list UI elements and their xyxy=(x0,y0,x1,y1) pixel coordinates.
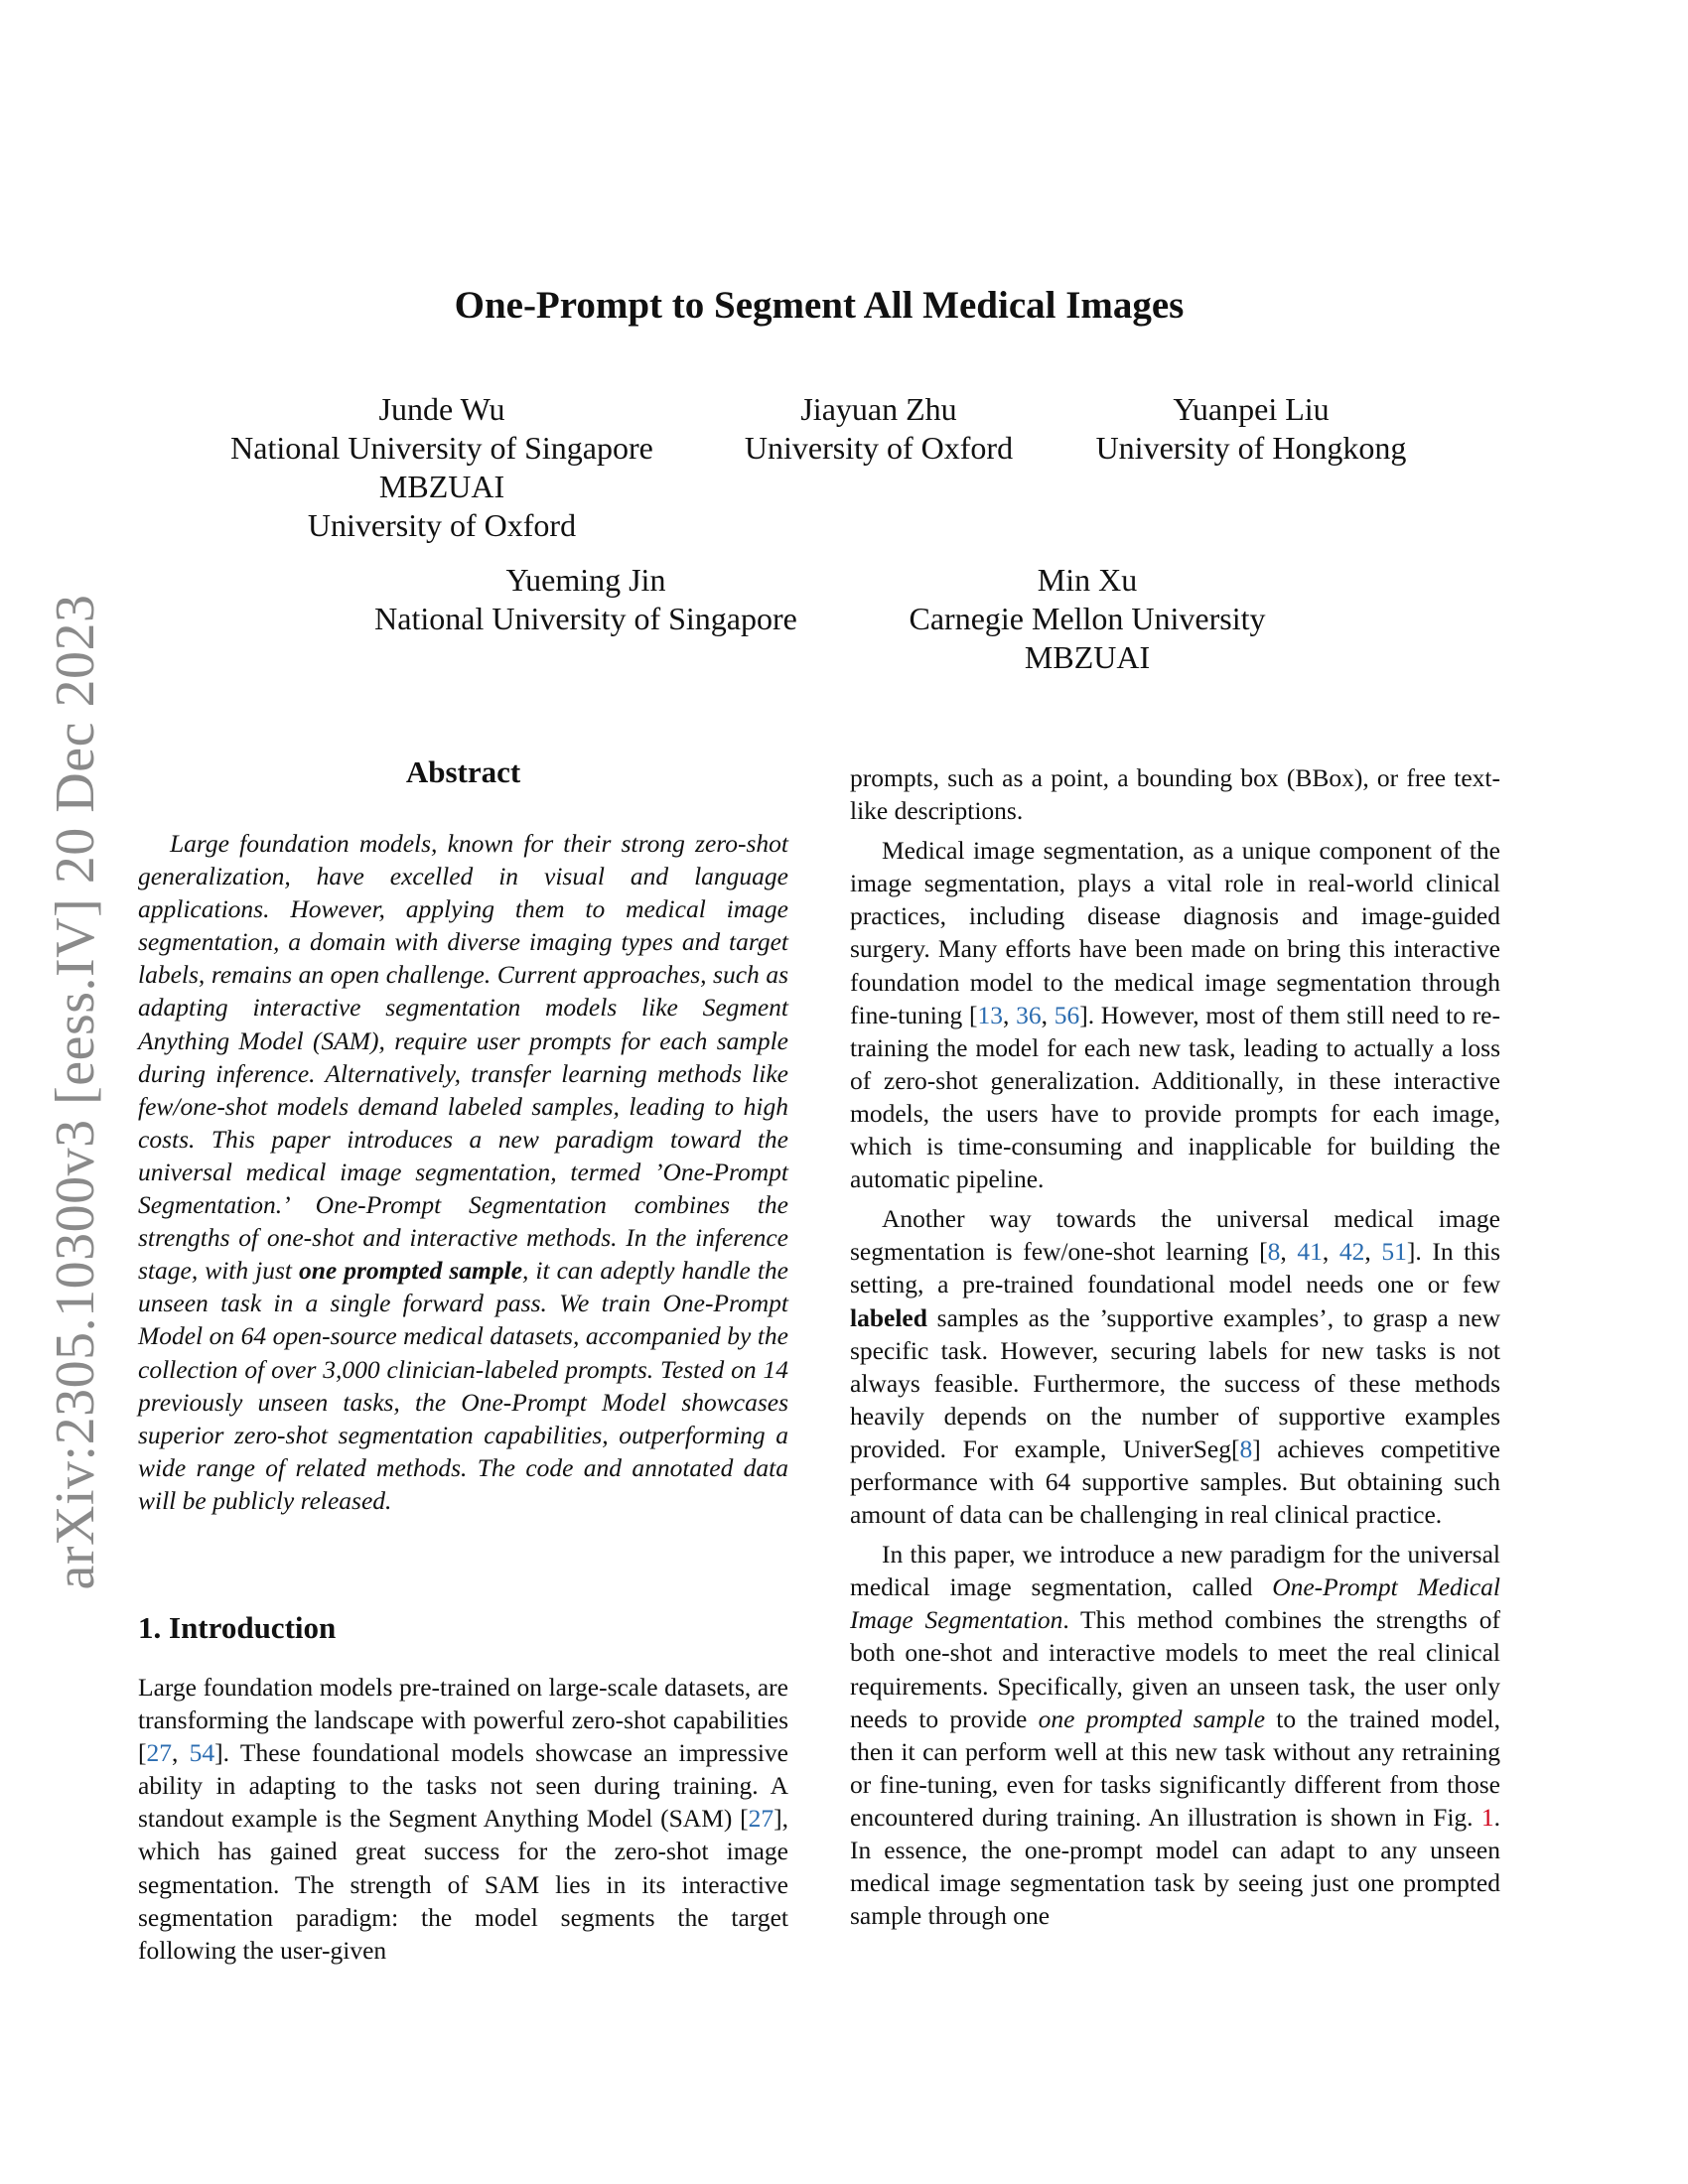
paragraph-continuation: prompts, such as a point, a bounding box (BBox), or free text-like descriptions. xyxy=(850,763,1500,826)
citation-link[interactable]: 8 xyxy=(1267,1237,1281,1267)
author-affiliation: MBZUAI xyxy=(1024,639,1151,675)
right-column-body xyxy=(850,761,1500,1939)
figure-reference-link[interactable]: 1 xyxy=(1480,1802,1494,1832)
emphasis-labeled: labeled xyxy=(850,1302,927,1332)
author-affiliation: National University of Singapore xyxy=(230,430,653,466)
citation-link[interactable]: 41 xyxy=(1297,1237,1323,1267)
citation-link[interactable]: 56 xyxy=(1054,1000,1080,1029)
author-affiliation: MBZUAI xyxy=(378,469,505,504)
citation-link[interactable]: 54 xyxy=(189,1738,215,1768)
paragraph-few-shot: Another way towards the universal medical image segmentation is few/one-shot learning [8, 41, 42, 51]. In this setting, a pre-trained foundational model needs one or few labeled samples as the ’supportive examples’, to grasp a new specific task. However, securing labels for new tasks is not always feasible. Furthermore, the success of these methods heavily depends on the number of supportive examples provided. For example, UniverSeg[8] achieves competitive performance with 64 supportive samples. But obtaining such amount of data can be challenging in real clinical practice. xyxy=(850,1204,1501,1530)
citation-link[interactable]: 36 xyxy=(1016,1000,1042,1029)
author-affiliation: National University of Singapore xyxy=(374,601,797,636)
paper-title: One-Prompt to Segment All Medical Images xyxy=(454,284,1185,327)
citation-link[interactable]: 42 xyxy=(1338,1237,1365,1267)
author-block xyxy=(1087,390,1415,468)
author-name: Yuanpei Liu xyxy=(1173,391,1330,427)
abstract-paragraph: Large foundation models, known for their strong zero-shot generalization, have excelled in visual and language applications. However, applying them to medical image segmentation, a domain with diverse imaging types and target labels, remains an open challenge. Current approaches, such as adapting interactive segmentation models like Segment Anything Model (SAM), require user prompts for each sample during inference. Alternatively, transfer learning methods like few/one-shot models demand labeled samples, leading to high costs. This paper introduces a new paradigm toward the universal medical image segmentation, termed ’One-Prompt Segmentation.’ One-Prompt Segmentation combines the strengths of one-shot and interactive methods. In the inference stage, with just one prompted sample, it can adeptly handle the unseen task in a single forward pass. We train One-Prompt Model on 64 open-source medical datasets, accompanied by the collection of over 3,000 clinician-labeled prompts. Tested on 14 previously unseen tasks, the One-Prompt Model showcases superior zero-shot segmentation capabilities, outperforming a wide range of related methods. The code and annotated data will be publicly released. xyxy=(138,829,788,1515)
author-affiliation: University of Oxford xyxy=(307,507,577,543)
citation-link[interactable]: 51 xyxy=(1381,1237,1407,1267)
citation-link[interactable]: 8 xyxy=(1239,1433,1253,1463)
author-affiliation: University of Oxford xyxy=(744,430,1014,466)
abstract-emphasis: one prompted sample xyxy=(298,1256,523,1286)
citation-link[interactable]: 13 xyxy=(977,1000,1004,1029)
author-block xyxy=(730,390,1028,468)
arxiv-identifier: arXiv:2305.10300v3 [eess.IV] 20 Dec 2023 xyxy=(45,594,106,1590)
abstract-heading: Abstract xyxy=(405,754,521,789)
author-name: Yueming Jin xyxy=(505,562,666,598)
author-block xyxy=(894,561,1281,677)
author-block xyxy=(223,390,660,545)
author-affiliation: University of Hongkong xyxy=(1095,430,1407,466)
citation-link[interactable]: 27 xyxy=(146,1738,172,1768)
emphasis-method-name: One-Prompt Medical Image Segmentation xyxy=(850,1572,1501,1635)
abstract-body xyxy=(138,827,788,1524)
paragraph-one-prompt: In this paper, we introduce a new paradigm for the universal medical image segmentation, called One-Prompt Medical Image Segmentation. This method combines the strengths of both one-shot and interactive models to meet the real clinical requirements. Specifically, given an unseen task, the user only needs to provide one prompted sample to the trained model, then it can perform well at this new task without any retraining or fine-tuning, even for tasks significantly different from those encountered during training. An illustration is shown in Fig. 1. In essence, the one-prompt model can adapt to any unseen medical image segmentation task by seeing just one prompted sample through one xyxy=(850,1540,1501,1931)
section-heading-introduction: 1. Introduction xyxy=(138,1610,337,1645)
author-name: Jiayuan Zhu xyxy=(800,391,957,427)
paragraph-medical-segmentation: Medical image segmentation, as a unique component of the image segmentation, plays a vital role in real-world clinical practices, including disease diagnosis and image-guided surgery. Many efforts have been made on bring this interactive foundation model to the medical image segmentation through fine-tuning [13, 36, 56]. However, most of them still need to re-training the model for each new task, leading to actually a loss of zero-shot generalization. Additionally, in these interactive models, the users have to provide prompts for each image, which is time-consuming and inapplicable for building the automatic pipeline. xyxy=(850,836,1500,1194)
emphasis-one-prompted-sample: one prompted sample xyxy=(1038,1704,1266,1733)
author-block xyxy=(357,561,814,638)
author-affiliation: Carnegie Mellon University xyxy=(909,601,1266,636)
author-name: Min Xu xyxy=(1037,562,1138,598)
introduction-paragraph: Large foundation models pre-trained on large-scale datasets, are transforming the landscape with powerful zero-shot capabilities [27, 54]. These foundational models showcase an impressive ability in adapting to the tasks not seen during training. A standout example is the Segment Anything Model (SAM) [27], which has gained great success for the zero-shot image segmentation. The strength of SAM lies in its interactive segmentation paradigm: the model segments the target following the user-given xyxy=(138,1673,788,1965)
introduction-body xyxy=(138,1671,788,1974)
citation-link[interactable]: 27 xyxy=(748,1804,774,1834)
author-name: Junde Wu xyxy=(378,391,505,427)
